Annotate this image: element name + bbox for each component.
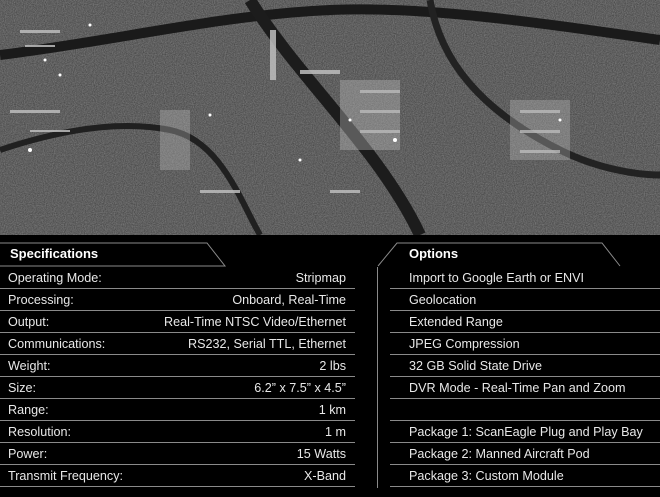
list-item xyxy=(390,465,660,487)
spec-label: Size: xyxy=(0,377,148,399)
list-item xyxy=(390,421,660,443)
spec-label: Power: xyxy=(0,443,148,465)
spec-label: Transmit Frequency: xyxy=(0,465,148,487)
list-item xyxy=(390,399,660,421)
option-label: Geolocation xyxy=(390,289,660,311)
table-row xyxy=(0,443,355,465)
table-row xyxy=(0,267,355,289)
spec-value: Onboard, Real-Time xyxy=(148,289,355,311)
list-item xyxy=(390,355,660,377)
list-item xyxy=(390,333,660,355)
options-table xyxy=(390,267,660,487)
spec-value: X-Band xyxy=(148,465,355,487)
spec-label: Operating Mode: xyxy=(0,267,148,289)
option-label xyxy=(390,399,660,421)
spec-value: 1 km xyxy=(148,399,355,421)
sar-aerial-image xyxy=(0,0,660,235)
specifications-table xyxy=(0,267,355,487)
spec-value: 1 m xyxy=(148,421,355,443)
list-item xyxy=(390,267,660,289)
option-label: DVR Mode - Real-Time Pan and Zoom xyxy=(390,377,660,399)
spec-label: Resolution: xyxy=(0,421,148,443)
option-label: Package 2: Manned Aircraft Pod xyxy=(390,443,660,465)
spec-value: 6.2” x 7.5” x 4.5” xyxy=(148,377,355,399)
list-item xyxy=(390,311,660,333)
spec-value: Stripmap xyxy=(148,267,355,289)
table-row xyxy=(0,421,355,443)
table-row xyxy=(0,311,355,333)
spec-label: Communications: xyxy=(0,333,148,355)
spec-value: 2 lbs xyxy=(148,355,355,377)
table-row xyxy=(0,355,355,377)
table-row xyxy=(0,465,355,487)
spec-label: Output: xyxy=(0,311,148,333)
option-label: Import to Google Earth or ENVI xyxy=(390,267,660,289)
table-row xyxy=(0,399,355,421)
table-row xyxy=(0,333,355,355)
tab-outline xyxy=(0,235,660,267)
options-heading: Options xyxy=(409,246,459,261)
option-label: JPEG Compression xyxy=(390,333,660,355)
specifications-heading: Specifications xyxy=(10,246,99,261)
option-label: Extended Range xyxy=(390,311,660,333)
spec-value: Real-Time NTSC Video/Ethernet xyxy=(148,311,355,333)
table-row xyxy=(0,289,355,311)
spec-value: RS232, Serial TTL, Ethernet xyxy=(148,333,355,355)
spec-label: Processing: xyxy=(0,289,148,311)
list-item xyxy=(390,289,660,311)
option-label: Package 3: Custom Module xyxy=(390,465,660,487)
spec-value: 15 Watts xyxy=(148,443,355,465)
table-row xyxy=(0,377,355,399)
option-label: Package 1: ScanEagle Plug and Play Bay xyxy=(390,421,660,443)
column-divider xyxy=(377,267,378,488)
spec-label: Weight: xyxy=(0,355,148,377)
list-item xyxy=(390,443,660,465)
option-label: 32 GB Solid State Drive xyxy=(390,355,660,377)
list-item xyxy=(390,377,660,399)
spec-label: Range: xyxy=(0,399,148,421)
